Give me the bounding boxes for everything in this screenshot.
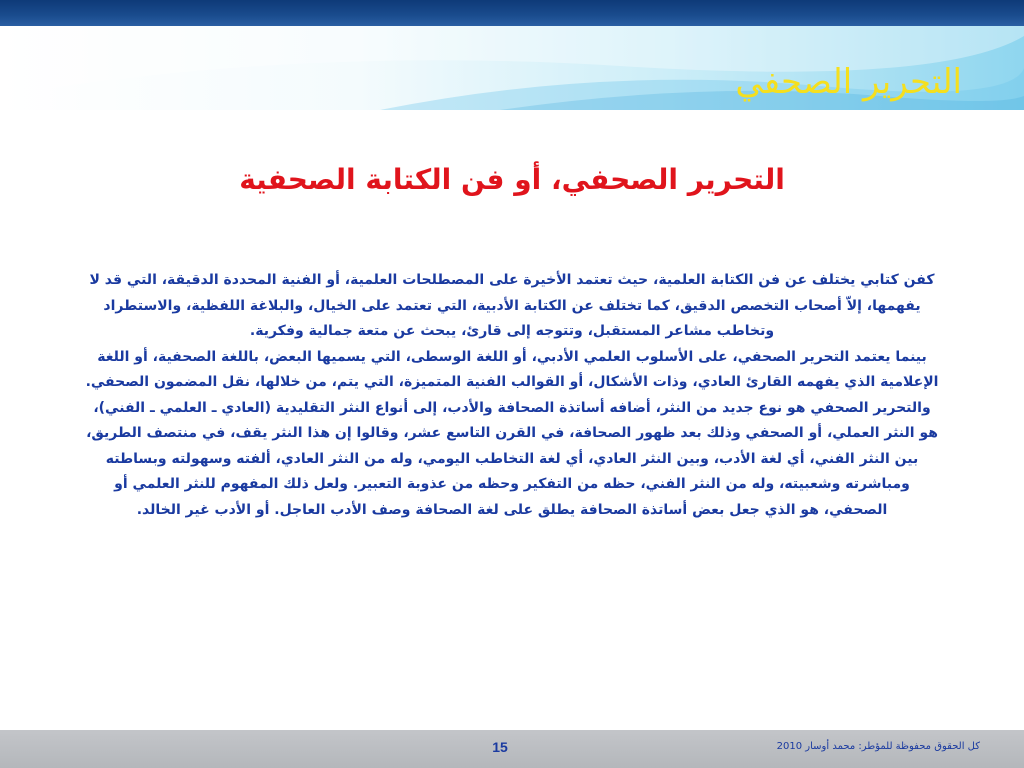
header-banner <box>0 26 1024 110</box>
top-decorative-bar <box>0 0 1024 26</box>
body-text <box>82 268 942 523</box>
body-paragraph: والتحرير الصحفي هو نوع جديد من النثر، أضافه أساتذة الصحافة والأدب، إلى أنواع النثر التقليدية (العادي ـ العلمي ـ الفني)، هو النثر العملي، أو الصحفي وذلك بعد ظهور الصحافة، في القرن التاسع عشر، وقالوا إن هذا النثر يقف، في منتصف الطريق، بين النثر الفني، أي لغة الأدب، وبين النثر العادي، أي لغة التخاطب اليومي، وله من النثر العادي، ألفته وسهولته وبساطته ومباشرته وشعبيته، وله من النثر الفني، حظه من التفكير وحظه من عذوبة التعبير. ولعل ذلك المفهوم للنثر العلمي أو الصحفي، هو الذي جعل بعض أساتذة الصحافة يطلق على لغة الصحافة وصف الأدب العاجل. أو الأدب غير الخالد. <box>86 399 938 518</box>
page-number: 15 <box>492 739 508 755</box>
copyright-notice: كل الحقوق محفوظة للمؤطر: محمد أوسار 2010 <box>776 741 980 752</box>
slide-title: التحرير الصحفي <box>735 62 962 102</box>
body-paragraph: كفن كتابي يختلف عن فن الكتابة العلمية، حيث تعتمد الأخيرة على المصطلحات العلمية، أو الفنية المحددة الدقيقة، التي قد لا يفهمها، إلاّ أصحاب التخصص الدقيق، كما تختلف عن الكتابة الأدبية، التي تعتمد على الخيال، والبلاغة اللفظية، والاستطراد وتخاطب مشاعر المستقبل، وتتوجه إلى قارئ، يبحث عن متعة جمالية وفكرية. <box>89 272 935 339</box>
body-paragraph: بينما يعتمد التحرير الصحفي، على الأسلوب العلمي الأدبي، أو اللغة الوسطى، التي يسميها البعض، باللغة الصحفية، أو اللغة الإعلامية الذي يفهمه القارئ العادي، وذات الأشكال، أو القوالب الفنية المتميزة، التي يتم، من خلالها، نقل المضمون الصحفي. <box>85 348 939 390</box>
footer-bar <box>0 730 1024 768</box>
slide-subtitle: التحرير الصحفي، أو فن الكتابة الصحفية <box>239 163 785 196</box>
